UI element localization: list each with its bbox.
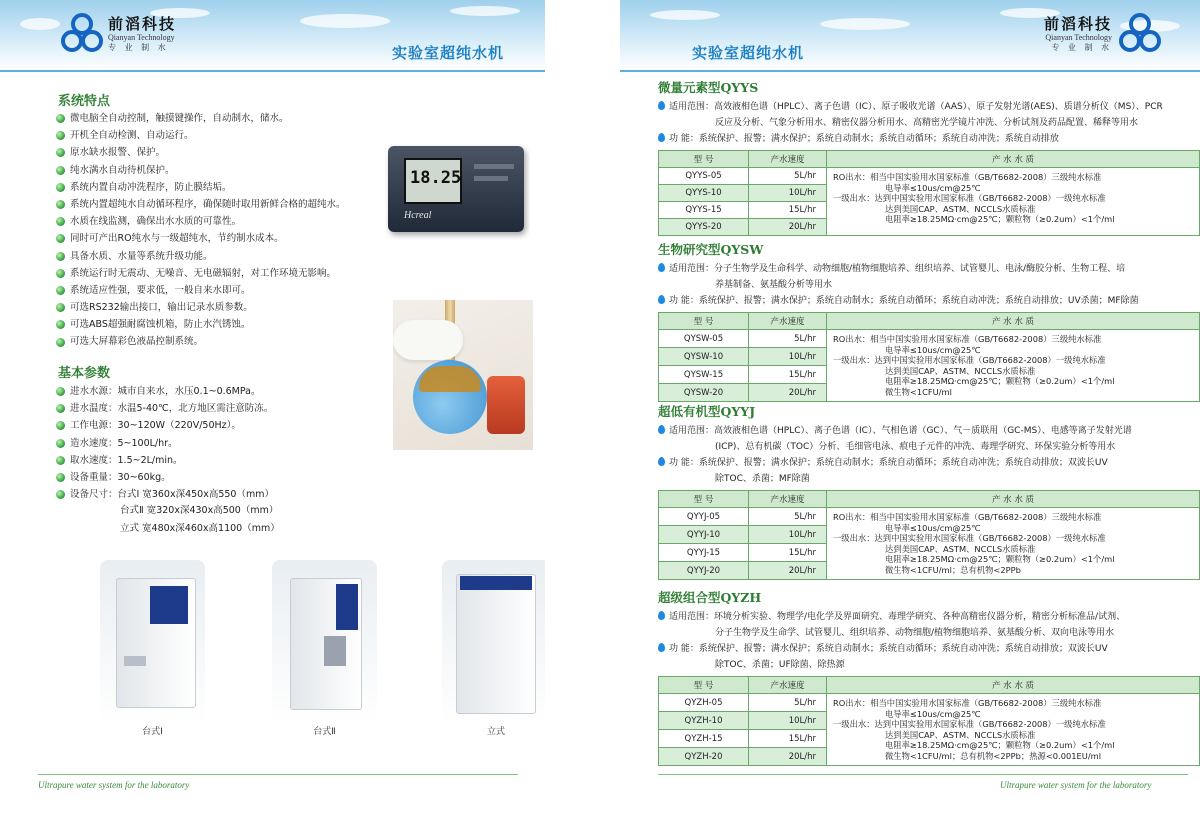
feature-text: 纯水满水自动待机保护。 [70,164,175,176]
feature-text: 系统适应性强，要求低，一般自来水即可。 [70,284,251,296]
model-cell: QYSW-15 [659,366,749,384]
spec-table [658,150,1200,236]
bullet-icon [56,387,65,396]
table-header-row [659,677,1200,694]
water-drop-icon [658,611,665,620]
param-item [56,400,274,417]
model-cell: QYZH-05 [659,694,749,712]
water-quality-meter-photo [380,128,530,253]
function-label: 功 能： [669,458,699,468]
speed-cell: 15L/hr [749,544,827,562]
param-item [56,469,274,486]
quality-cell [827,694,1200,766]
feature-text: 可选RS232输出接口，输出记录水质参数。 [70,302,253,314]
bullet-icon [56,269,65,278]
model-cell: QYZH-15 [659,730,749,748]
model-cell: QYSW-10 [659,348,749,366]
quality-line: 电阻率≥18.25MΩ·cm@25℃；颗粒物（≥0.2um）<1个/ml [885,214,1115,224]
feature-text: 水质在线监测，确保出水水质的可靠性。 [70,216,242,228]
scope-text: 分子生物学及生命科学、动物细胞/植物细胞培养、组织培养、试管婴儿、电泳/酶胶分析、生物工程、培 [714,264,1126,274]
params-list [56,383,274,503]
table-header-row [659,491,1200,508]
model-cell: QYYJ-10 [659,526,749,544]
model-title: 生物研究型QYSW [658,242,764,257]
bullet-icon [56,439,65,448]
feature-item [56,333,346,350]
model-cell: QYYS-20 [659,219,749,236]
model-cell: QYYJ-05 [659,508,749,526]
feature-item [56,110,346,127]
page-title: 实验室超纯水机 [392,44,505,62]
quality-line: RO出水：相当中国实验用水国家标准（GB/T6682-2008）三级纯水标准 [833,334,1102,344]
param-text: 进水水源：城市自来水，水压0.1~0.6MPa。 [70,386,261,397]
meter-brand: Hcreal [404,210,432,221]
feature-text: 具备水质、水量等系统升级功能。 [70,250,213,262]
logo-mark-icon [1118,12,1162,56]
bullet-icon [56,303,65,312]
bullet-icon [56,183,65,192]
scope-line [658,261,1198,277]
model-title: 微量元素型QYYS [658,80,759,95]
function-label: 功 能： [669,296,699,306]
quality-line: 电导率≤10us/cm@25℃ [885,344,981,355]
left-page [0,0,545,819]
scope-text: (ICP)、总有机碳（TOC）分析、毛细管电泳、痕电子元件的冲洗、毒理学研究、环保实验分析等用水 [715,442,1116,452]
function-text: 系统保护、报警；满水保护；系统自动制水；系统自动循环；系统自动冲洗；系统自动排放 [698,134,1059,144]
function-line [658,293,1198,309]
scope-line [658,115,1198,131]
param-text: 设备重量：30~60kg。 [70,471,171,483]
function-label: 功 能： [669,644,699,654]
scope-line [658,609,1198,625]
header-quality: 产 水 水 质 [827,677,1200,694]
header-divider [0,70,545,72]
quality-line: 微生物<1CFU/ml；总有机物<2PPb；热源<0.001EU/ml [885,750,1102,761]
spec-table [658,490,1200,580]
scope-text: 养基制备、氨基酸分析等用水 [715,280,833,290]
footer-text: Ultrapure water system for the laboratory [38,780,190,790]
function-line [658,131,1198,147]
header-speed: 产水速度 [749,677,827,694]
table-row [659,694,1200,712]
feature-text: 原水缺水报警、保护。 [70,147,166,159]
quality-line: 电阻率≥18.25MΩ·cm@25℃；颗粒物（≥0.2um）<1个/ml [885,376,1115,386]
model-cell: QYZH-10 [659,712,749,730]
speed-cell: 10L/hr [749,712,827,730]
right-page [620,0,1200,819]
brand-tagline: 专 业 制 水 [108,42,169,52]
scope-label: 适用范围： [669,102,715,112]
header-quality: 产 水 水 质 [827,491,1200,508]
scope-text: 环境分析实验、物理学/电化学及界面研究、毒理学研究、各种高精密仪器分析，精密分析标准品/试剂、 [714,612,1126,622]
param-text: 取水速度：1.5~2L/min。 [70,454,183,466]
scope-line [658,625,1198,641]
water-drop-icon [658,643,665,652]
quality-line: 一级出水：达到中国实验用水国家标准（GB/T6682-2008）一级纯水标准 [833,193,1106,203]
model-title: 超级组合型QYZH [658,590,762,605]
brand-logo [60,12,176,56]
bullet-icon [56,320,65,329]
scope-text: 高效液相色谱（HPLC）、离子色谱（IC）、原子吸收光谱（AAS）、原子发射光谱(AES)、质谱分析仪（MS）、PCR [714,102,1163,112]
bullet-icon [56,421,65,430]
water-drop-icon [658,295,665,304]
bullet-icon [56,166,65,175]
brand-name-right: 前滔科技 [1044,14,1113,33]
function-line [658,657,1198,673]
model-cell: QYYS-10 [659,185,749,202]
feature-text: 微电脑全自动控制，触摸键操作，自动制水，储水。 [70,113,289,124]
dim-vertical: 立式 宽480x深460x高1100（mm） [120,523,280,534]
water-drop-icon [658,457,665,466]
brand-logo-right [1040,12,1162,56]
header-model: 型 号 [659,313,749,330]
feature-text: 开机全自动检测、自动运行。 [70,130,194,142]
features-title: 系统特点 [58,94,111,109]
footer-line-right [658,774,1188,775]
function-line [658,471,1198,487]
quality-line: 达到美国CAP、ASTM、NCCLS水质标准 [885,543,1036,554]
table-row [659,168,1200,185]
quality-line: 电导率≤10us/cm@25℃ [885,522,981,533]
function-label: 功 能： [669,134,699,144]
bullet-icon [56,490,65,499]
logo-mark-icon [60,12,104,56]
scope-label: 适用范围： [669,426,715,436]
lab-flask-photo [393,300,533,450]
speed-cell: 15L/hr [749,202,827,219]
quality-line: 一级出水：达到中国实验用水国家标准（GB/T6682-2008）一级纯水标准 [833,533,1106,543]
feature-item [56,265,346,282]
model-cell: QYYS-15 [659,202,749,219]
feature-item [56,127,346,144]
quality-line: 达到美国CAP、ASTM、NCCLS水质标准 [885,365,1036,376]
scope-text: 分子生物学及生命学、试管婴儿、组织培养、动物细胞/植物细胞培养、氨基酸分析、双向电泳等用水 [715,628,1115,638]
feature-text: 可选ABS超强耐腐蚀机箱，防止水汽锈蚀。 [70,319,251,331]
function-text: 系统保护、报警；满水保护；系统自动制水；系统自动循环；系统自动冲洗；系统自动排放；双波长UV [698,644,1108,654]
bullet-icon [56,456,65,465]
table-header-row [659,313,1200,330]
quality-cell [827,330,1200,402]
caption-vertical: 立式 [486,727,505,737]
product-vertical-photo [442,560,545,725]
water-drop-icon [658,263,665,272]
speed-cell: 5L/hr [749,694,827,712]
feature-text: 系统运行时无震动、无噪音、无电磁辐射，对工作环境无影响。 [70,267,337,279]
quality-line: 电阻率≥18.25MΩ·cm@25℃；颗粒物（≥0.2um）<1个/ml [885,740,1115,750]
speed-cell: 20L/hr [749,562,827,580]
feature-item [56,196,346,213]
quality-cell [827,168,1200,236]
page-title-right: 实验室超纯水机 [692,44,805,62]
feature-item [56,162,346,179]
brand-tagline-right: 专 业 制 水 [1051,42,1113,52]
model-cell: QYYS-05 [659,168,749,185]
feature-text: 系统内置超纯水自动循环程序，确保随时取用新鲜合格的超纯水。 [70,198,346,210]
bullet-icon [56,286,65,295]
param-item [56,435,274,452]
feature-text: 同时可产出RO纯水与一级超纯水，节约制水成本。 [70,233,284,245]
quality-line: RO出水：相当中国实验用水国家标准（GB/T6682-2008）三级纯水标准 [833,512,1102,522]
feature-text: 系统内置自动冲洗程序，防止膜结垢。 [70,181,232,193]
table-header-row [659,151,1200,168]
model-cell: QYSW-05 [659,330,749,348]
table-row [659,330,1200,348]
speed-cell: 20L/hr [749,219,827,236]
header-divider-right [620,70,1200,72]
params-title: 基本参数 [58,366,111,381]
speed-cell: 5L/hr [749,168,827,185]
model-cell: QYYJ-20 [659,562,749,580]
caption-desktop-2: 台式Ⅱ [313,727,336,737]
header-speed: 产水速度 [749,313,827,330]
header-quality: 产 水 水 质 [827,151,1200,168]
quality-line: 电阻率≥18.25MΩ·cm@25℃；颗粒物（≥0.2um）<1个/ml [885,554,1115,564]
quality-line: 微生物<1CFU/ml；总有机物<2PPb [885,564,1021,575]
function-text: 除TOC、杀菌；MF除菌 [715,474,810,484]
speed-cell: 20L/hr [749,384,827,402]
header-speed: 产水速度 [749,151,827,168]
feature-text: 可选大屏幕彩色液晶控制系统。 [70,336,204,348]
scope-line [658,423,1198,439]
speed-cell: 10L/hr [749,526,827,544]
bullet-icon [56,148,65,157]
quality-cell [827,508,1200,580]
header-quality: 产 水 水 质 [827,313,1200,330]
product-desktop-1-photo [100,560,205,725]
param-item [56,486,274,503]
param-text: 造水速度：5~100L/hr。 [70,437,178,449]
param-item [56,452,274,469]
scope-text: 反应及分析、气象分析用水、精密仪器分析用水、高精密光学镜片冲洗、分析试剂及药品配置、稀释等用水 [715,118,1139,128]
param-text: 工作电源：30~120W（220V/50Hz）。 [70,420,241,432]
header-model: 型 号 [659,677,749,694]
feature-item [56,282,346,299]
caption-desktop-1: 台式Ⅰ [142,727,163,737]
quality-line: 达到美国CAP、ASTM、NCCLS水质标准 [885,203,1036,214]
bullet-icon [56,473,65,482]
speed-cell: 20L/hr [749,748,827,766]
function-line [658,641,1198,657]
speed-cell: 15L/hr [749,730,827,748]
bullet-icon [56,217,65,226]
meter-reading: 18.25 [410,168,462,188]
footer-line [38,774,518,775]
table-row [659,508,1200,526]
quality-line: 电导率≤10us/cm@25℃ [885,182,981,193]
product-desktop-2-photo [272,560,377,725]
feature-item [56,213,346,230]
bullet-icon [56,338,65,347]
water-drop-icon [658,101,665,110]
header-speed: 产水速度 [749,491,827,508]
features-list [56,110,346,351]
function-text: 除TOC、杀菌；UF除菌、除热源 [715,660,845,670]
speed-cell: 5L/hr [749,508,827,526]
brand-name-en-right: Qianyan Technology [1045,32,1113,42]
feature-item [56,179,346,196]
dim-desktop-2: 台式Ⅱ 宽320x深430x高500（mm） [120,505,279,516]
feature-item [56,144,346,161]
scope-line [658,99,1198,115]
bullet-icon [56,200,65,209]
quality-line: 电导率≤10us/cm@25℃ [885,708,981,719]
model-cell: QYSW-20 [659,384,749,402]
scope-text: 高效液相色谱（HPLC）、离子色谱（IC）、气相色谱（GC）、气－质联用（GC-MS）、电感等离子发射光谱 [714,426,1132,436]
quality-line: 微生物<1CFU/ml [885,386,952,397]
bullet-icon [56,234,65,243]
page-gutter [545,0,620,819]
quality-line: 一级出水：达到中国实验用水国家标准（GB/T6682-2008）一级纯水标准 [833,719,1106,729]
param-text: 进水温度：水温5-40℃，北方地区需注意防冻。 [70,403,274,415]
param-item [56,417,274,434]
function-text: 系统保护、报警；满水保护；系统自动制水；系统自动循环；系统自动冲洗；系统自动排放；UV杀菌；MF除菌 [698,296,1139,306]
param-item [56,383,274,400]
header-model: 型 号 [659,151,749,168]
model-cell: QYYJ-15 [659,544,749,562]
speed-cell: 10L/hr [749,348,827,366]
header-model: 型 号 [659,491,749,508]
speed-cell: 10L/hr [749,185,827,202]
scope-label: 适用范围： [669,264,715,274]
water-drop-icon [658,133,665,142]
feature-item [56,299,346,316]
quality-line: RO出水：相当中国实验用水国家标准（GB/T6682-2008）三级纯水标准 [833,698,1102,708]
model-title: 超低有机型QYYJ [658,404,756,419]
function-text: 系统保护、报警；满水保护；系统自动制水；系统自动循环；系统自动冲洗；系统自动排放；双波长UV [698,458,1108,468]
feature-item [56,230,346,247]
quality-line: 一级出水：达到中国实验用水国家标准（GB/T6682-2008）一级纯水标准 [833,355,1106,365]
bullet-icon [56,114,65,123]
bullet-icon [56,131,65,140]
speed-cell: 15L/hr [749,366,827,384]
model-cell: QYZH-20 [659,748,749,766]
spec-table [658,312,1200,402]
scope-line [658,277,1198,293]
speed-cell: 5L/hr [749,330,827,348]
quality-line: 达到美国CAP、ASTM、NCCLS水质标准 [885,729,1036,740]
feature-item [56,248,346,265]
footer-text-right: Ultrapure water system for the laboratory [1000,780,1152,790]
brand-name: 前滔科技 [108,14,177,33]
bullet-icon [56,252,65,261]
feature-item [56,316,346,333]
bullet-icon [56,404,65,413]
spec-table [658,676,1200,766]
scope-label: 适用范围： [669,612,715,622]
brand-name-en: Qianyan Technology [108,32,175,42]
param-text: 设备尺寸：台式Ⅰ 宽360x深450x高550（mm） [70,489,274,501]
water-drop-icon [658,425,665,434]
function-line [658,455,1198,471]
scope-line [658,439,1198,455]
quality-line: RO出水：相当中国实验用水国家标准（GB/T6682-2008）三级纯水标准 [833,172,1102,182]
